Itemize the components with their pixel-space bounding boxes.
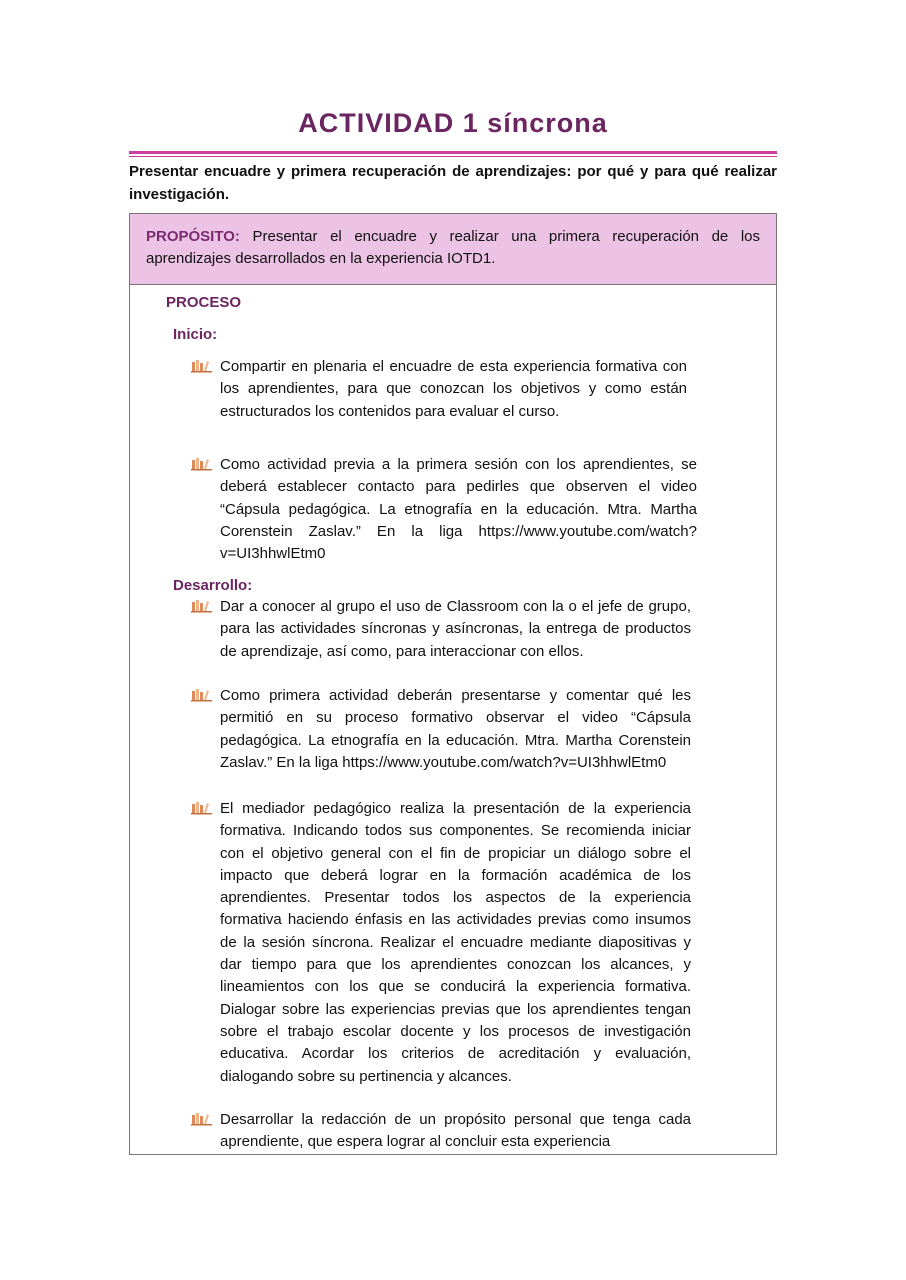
inicio-heading: Inicio: xyxy=(173,326,218,343)
activity-subtitle: Presentar encuadre y primera recuperación de aprendizajes: por qué y para qué realizar investigación. xyxy=(129,163,777,203)
list-item xyxy=(191,356,687,423)
list-item xyxy=(191,1109,691,1154)
purpose-label: PROPÓSITO: xyxy=(146,228,240,245)
list-item xyxy=(191,596,691,663)
list-item-text: El mediador pedagógico realiza la presentación de la experiencia formativa. Indicando todos sus componentes. Se recomienda iniciar con el objetivo general con el fin de propiciar un diálogo sobre el impacto que deberá lograr en la formación académica de los aprendientes. Presentar todos los aspectos de la experiencia formativa haciendo énfasis en las actividades previas como insumos de la sesión síncrona. Realizar el encuadre mediante diapositivas y dar tiempo para que los aprendientes conozcan los alcances, y lineamientos con los que se conducirá la experiencia formativa. Dialogar sobre las experiencias previas que los aprendientes tengan sobre el trabajo escolar docente y los procesos de investigación educativa. Acordar los criterios de acreditación y evaluación, dialogando sobre su pertinencia y alcances. xyxy=(220,800,691,1085)
list-item xyxy=(191,685,691,774)
book-bullet-icon xyxy=(191,599,213,613)
purpose-box xyxy=(130,214,776,285)
activity-table xyxy=(129,213,777,1155)
book-bullet-icon xyxy=(191,457,213,471)
process-heading: PROCESO xyxy=(166,294,242,311)
purpose-text: Presentar el encuadre y realizar una primera recuperación de los aprendizajes desarrollados en la experiencia IOTD1. xyxy=(146,228,760,267)
book-bullet-icon xyxy=(191,1112,213,1126)
title-underline xyxy=(129,151,777,154)
list-item-text: Como actividad previa a la primera sesión con los aprendientes, se deberá establecer contacto para pedirles que observen el video “Cápsula pedagógica. La etnografía en la educación. Mtra. Martha Corenstein Zaslav.” En la liga https://www.youtube.com/watch?v=UI3hhwlEtm0 xyxy=(220,456,697,563)
book-bullet-icon xyxy=(191,801,213,815)
list-item-text: Compartir en plenaria el encuadre de esta experiencia formativa con los aprendientes, para que conozcan los objetivos y como están estructurados los contenidos para evaluar el curso. xyxy=(220,358,687,420)
title-underline-thin xyxy=(129,156,777,157)
list-item-text: Desarrollar la redacción de un propósito personal que tenga cada aprendiente, que espera lograr al concluir esta experiencia xyxy=(220,1111,691,1151)
list-item xyxy=(191,798,691,1088)
book-bullet-icon xyxy=(191,359,213,373)
desarrollo-heading: Desarrollo: xyxy=(173,577,253,594)
list-item xyxy=(191,454,697,565)
book-bullet-icon xyxy=(191,688,213,702)
page-title: ACTIVIDAD 1 síncrona xyxy=(298,108,608,138)
list-item-text: Dar a conocer al grupo el uso de Classroom con la o el jefe de grupo, para las actividades síncronas y asíncronas, la entrega de productos de aprendizaje, así como, para interaccionar con ellos. xyxy=(220,598,691,660)
list-item-text: Como primera actividad deberán presentarse y comentar qué les permitió en su proceso formativo observar el video “Cápsula pedagógica. La etnografía en la educación. Mtra. Martha Corenstein Zaslav.” En la liga https://www.youtube.com/watch?v=UI3hhwlEtm0 xyxy=(220,687,691,771)
